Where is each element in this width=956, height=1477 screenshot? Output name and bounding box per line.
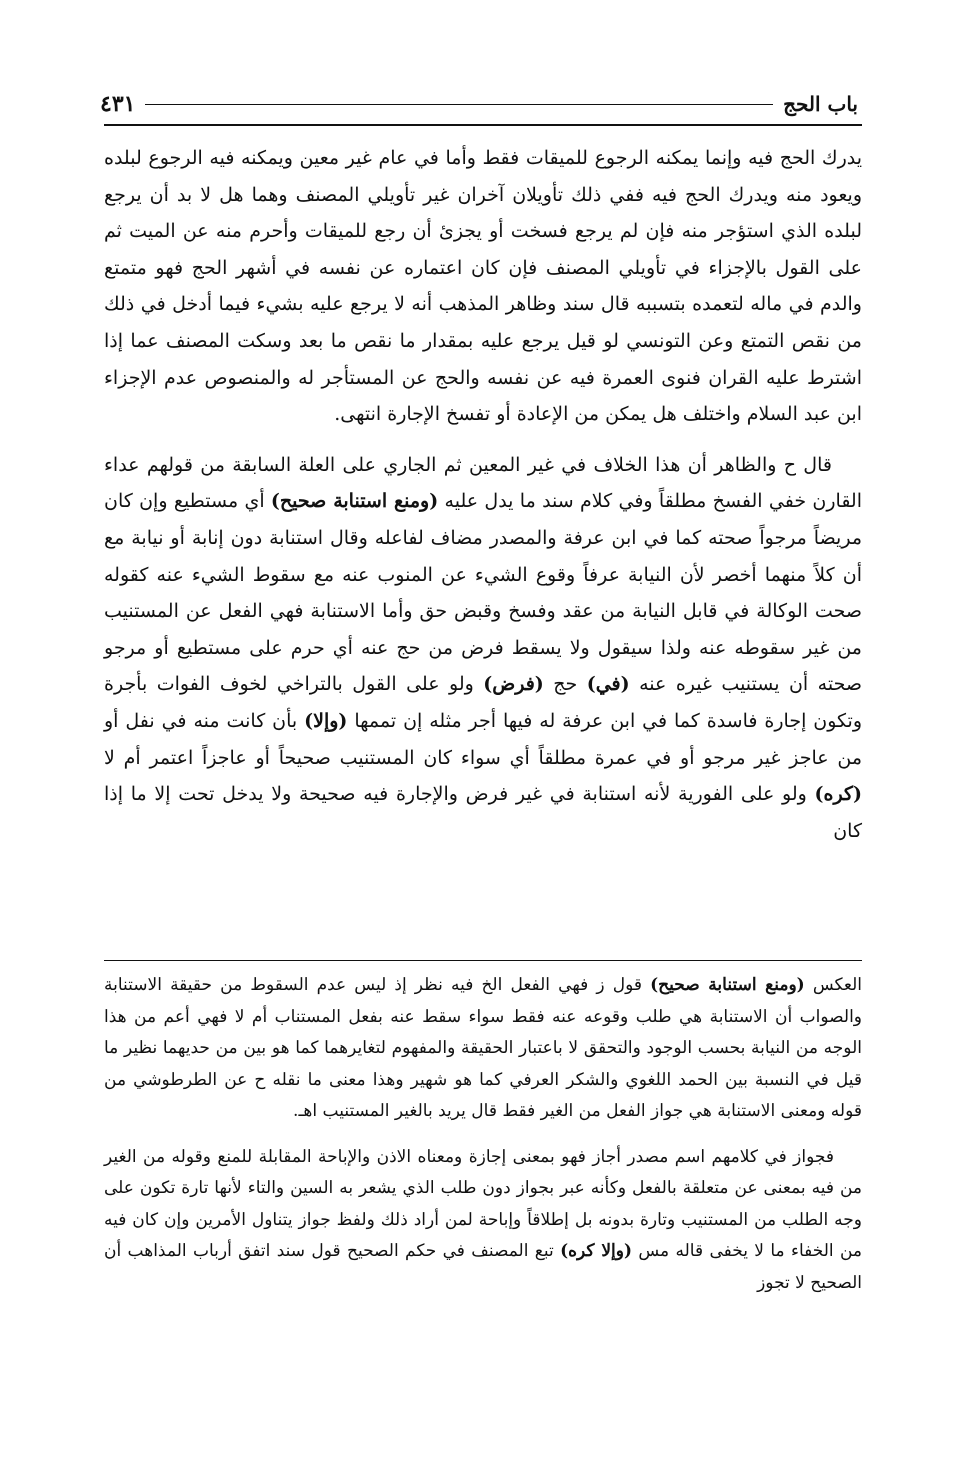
header-rule [104, 124, 862, 126]
main-paragraph-1: يدرك الحج فيه وإنما يمكنه الرجوع للميقات فقط وأما في عام غير معين ويمكنه فيه الرجوع لبلده ويعود منه ويدرك الحج فيه ففي ذلك تأويلان آخران غير تأويلي المصنف وهما هل لا بد أن يرجع لبلده الذي استؤجر منه فإن لم يرجع فسخت أو يجزئ أن رجع للميقات وأحرم منه عن الميت ثم على القول بالإجزاء في تأويلي المصنف فإن كان اعتماره عن نفسه في أشهر الحج فهو متمتع والدم في ماله لتعمده بتسببه قال سند وظاهر المذهب أنه لا يرجع عليه بشيء فيما أدخل في ذلك من نقص التمتع وعن التونسي لو قيل يرجع عليه بمقدار ما نقص ما بعد وسكت المصنف عما إذا اشترط عليه القران فنوى العمرة فيه عن نفسه والحج عن المستأجر له والمنصوص عدم الإجزاء ابن عبد السلام واختلف هل يمكن من الإعادة أو تفسخ الإجارة انتهى. [104, 147, 862, 426]
note-paragraph-2: فجواز في كلامهم اسم مصدر أجاز فهو بمعنى إجازة ومعناه الاذن والإباحة المقابلة للمنع وقوله من الغير من فيه بمعنى عن متعلقة بالفعل وكأنه عبر بجواز دون طلب الذي يشعر به السين والتاء لأنها تارة تكون على وجه الطلب من المستنيب وتارة بدونه بل إطلاقاً وإباحة لمن أراد ذلك ولفظ جواز يتناول الأمرين وإن كان فيه من الخفاء ما لا يخفى قاله مس (وإلا كره) تبع المصنف في حكم الصحيح قول سند اتفق أرباب المذاهب أن الصحيح لا تجوز [104, 1146, 863, 1293]
matn-highlight: (فرض) [483, 673, 544, 696]
commentary-notes [104, 970, 862, 1299]
matn-highlight: (وإلا كره) [560, 1241, 633, 1261]
matn-highlight: (وإلا) [304, 709, 348, 732]
matn-highlight: (ومنع استنابة صحيح) [650, 975, 805, 995]
running-header [100, 86, 858, 122]
matn-highlight: (في) [586, 673, 630, 696]
note-paragraph-1: العكس (ومنع استنابة صحيح) قول ز فهي الفعل الخ فيه نظر إذ ليس عدم السقوط من حقيقة الاستنابة والصواب أن الاستنابة هي طلب وقوعه عنه فقط سواء سقط عنه بفعل المستناب أم لا فهي أعم من هذا الوجه من النيابة بحسب الوجود والتحقق لا باعتبار الحقيقة والمفهوم لتغايرهما كما هو بين من حديهما نظير ما قيل في النسبة بين الحمد اللغوي والشكر العرفي كما هو شهير وهذا معنى ما نقله ح عن الطرطوشي من قوله ومعنى الاستنابة هي جواز الفعل من الغير فقط قال يريد بالغير المستنيب اهـ. [104, 975, 863, 1121]
matn-highlight: (كره) [814, 783, 862, 806]
header-dash [145, 104, 773, 105]
matn-highlight: (ومنع استنابة صحيح) [270, 490, 439, 513]
footnote-separator [104, 960, 862, 961]
page-number: ٤٣١ [100, 91, 136, 117]
main-text [104, 140, 862, 849]
main-paragraph-2: قال ح والظاهر أن هذا الخلاف في غير المعين ثم الجاري على العلة السابقة من قولهم عداء القارن خفي الفسخ مطلقاً وفي كلام سند ما يدل عليه (ومنع استنابة صحيح) أي مستطيع وإن كان مريضاً مرجواً صحته كما في ابن عرفة والمصدر مضاف لفاعله وقال استنابة دون إنابة أو نيابة مع أن كلاً منهما أخصر لأن النيابة عرفاً وقوع الشيء عن المنوب عنه مع سقوط الشيء عنه كقوله صحت الوكالة في قابل النيابة من عقد وفسخ وقبض حق وأما الاستنابة فهي الفعل عن المستنيب من غير سقوطه عنه ولذا سيقول ولا يسقط فرض من حج عنه أي حرم على مستطيع أو مرجو صحته أن يستنيب غيره عنه (في) حج (فرض) ولو على القول بالتراخي لخوف الفوات بأجرة وتكون إجارة فاسدة كما في ابن عرفة له فيها أجر مثله إن تممها (وإلا) بأن كانت منه في نفل أو من عاجز غير مرجو أو في عمرة مطلقاً أي سواء كان المستنيب صحيحاً أو عاجزاً اعتمر أم لا (كره) ولو على الفورية لأنه استنابة في غير فرض والإجارة فيه صحيحة ولا يدخل تحت إلا ما إذا كان [104, 453, 862, 842]
chapter-title: باب الحج [783, 92, 858, 116]
